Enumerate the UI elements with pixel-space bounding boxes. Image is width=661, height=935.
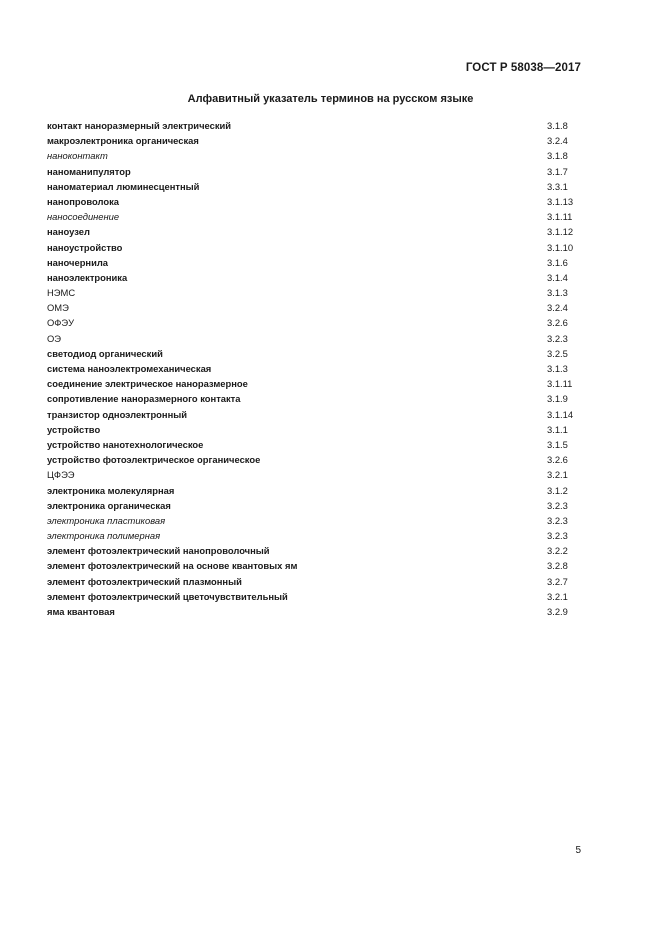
index-term: яма квантовая — [47, 606, 115, 617]
index-entry — [47, 209, 577, 224]
index-term: электроника молекулярная — [47, 484, 175, 496]
index-term: наночернила — [47, 256, 109, 268]
index-entry — [47, 483, 577, 498]
index-term: макроэлектроника органическая — [47, 135, 199, 147]
index-term: ЦФЭЭ — [47, 469, 75, 481]
index-ref: 3.1.14 — [547, 408, 574, 420]
index-ref: 3.1.12 — [547, 226, 574, 238]
index-ref: 3.2.8 — [547, 560, 568, 572]
index-entry — [47, 543, 577, 558]
index-ref: 3.1.3 — [547, 363, 568, 374]
index-term: электроника полимерная — [47, 530, 161, 542]
index-ref: 3.2.4 — [547, 135, 568, 147]
index-ref: 3.1.4 — [547, 271, 568, 283]
index-entry — [47, 164, 577, 179]
index-entry — [47, 437, 577, 452]
index-ref: 3.1.3 — [547, 287, 568, 299]
index-term: элемент фотоэлектрический нанопроволочный — [47, 545, 270, 557]
index-term: наноманипулятор — [47, 165, 131, 177]
index-ref: 3.1.11 — [547, 378, 573, 390]
index-entry — [47, 376, 577, 391]
index-term: элемент фотоэлектрический плазмонный — [47, 575, 242, 587]
index-entry — [47, 361, 577, 376]
index-ref: 3.1.9 — [547, 393, 568, 405]
index-entry — [47, 224, 577, 239]
index-ref: 3.2.1 — [547, 590, 568, 602]
index-entry — [47, 300, 577, 315]
index-term: элемент фотоэлектрический на основе квантовых ям — [47, 560, 298, 572]
index-term: ОМЭ — [47, 302, 69, 314]
index-ref: 3.2.6 — [547, 317, 568, 329]
index-ref: 3.2.4 — [547, 302, 568, 314]
index-term: ОФЭУ — [47, 317, 75, 329]
index-term: устройство — [47, 423, 101, 435]
index-term: НЭМС — [47, 287, 76, 299]
index-term: устройство нанотехнологическое — [47, 438, 204, 450]
index-entry — [47, 498, 577, 513]
index-ref: 3.2.3 — [547, 530, 568, 542]
index-entry — [47, 240, 577, 255]
index-ref: 3.1.6 — [547, 256, 568, 268]
index-term: наноустройство — [47, 241, 123, 253]
index-ref: 3.1.2 — [547, 484, 568, 496]
standard-designation: ГОСТ Р 58038—2017 — [465, 62, 581, 74]
index-title: Алфавитный указатель терминов на русском языке — [187, 93, 474, 105]
index-ref: 3.1.1 — [547, 423, 568, 435]
index-term: наноузел — [47, 226, 90, 238]
index-term: устройство фотоэлектрическое органическое — [47, 454, 261, 466]
index-ref: 3.2.6 — [547, 454, 568, 466]
index-entry — [47, 285, 577, 300]
index-entry — [47, 179, 577, 194]
index-ref: 3.2.3 — [547, 499, 568, 511]
index-entry — [47, 422, 577, 437]
index-term: электроника органическая — [47, 499, 171, 511]
index-entry — [47, 391, 577, 406]
index-ref: 3.1.7 — [547, 165, 568, 177]
index-entry — [47, 407, 577, 422]
term-index-list — [47, 118, 577, 619]
index-term: транзистор одноэлектронный — [47, 408, 187, 420]
index-ref: 3.2.2 — [547, 545, 568, 557]
index-term: наноэлектроника — [47, 271, 128, 283]
index-term: наносоединение — [47, 211, 120, 223]
index-entry — [47, 528, 577, 543]
index-term: электроника пластиковая — [47, 514, 166, 526]
index-term: наноконтакт — [47, 150, 108, 162]
index-entry — [47, 315, 577, 330]
index-entry — [47, 604, 577, 619]
index-entry — [47, 133, 577, 148]
index-term: соединение электрическое наноразмерное — [47, 378, 248, 390]
index-ref: 3.1.8 — [547, 120, 568, 131]
index-term: контакт наноразмерный электрический — [47, 120, 232, 131]
index-term: наноматериал люминесцентный — [47, 180, 200, 192]
index-ref: 3.2.3 — [547, 332, 568, 344]
index-ref: 3.2.5 — [547, 347, 568, 359]
index-entry — [47, 194, 577, 209]
index-entry — [47, 467, 577, 482]
index-term: нанопроволока — [47, 195, 119, 207]
index-entry — [47, 346, 577, 361]
index-entry — [47, 513, 577, 528]
index-entry — [47, 558, 577, 573]
index-entry — [47, 589, 577, 604]
index-ref: 3.1.10 — [547, 241, 574, 253]
page-number: 5 — [575, 845, 581, 856]
index-ref: 3.2.7 — [547, 575, 568, 587]
index-entry — [47, 574, 577, 589]
index-term: система наноэлектромеханическая — [47, 363, 212, 374]
index-ref: 3.2.1 — [547, 469, 568, 481]
index-term: элемент фотоэлектрический цветочувствительный — [47, 590, 288, 602]
index-entry — [47, 118, 577, 133]
index-ref: 3.2.9 — [547, 606, 568, 617]
index-entry — [47, 148, 577, 163]
index-ref: 3.1.5 — [547, 438, 568, 450]
index-ref: 3.1.11 — [547, 211, 573, 223]
index-entry — [47, 255, 577, 270]
index-entry — [47, 270, 577, 285]
index-term: сопротивление наноразмерного контакта — [47, 393, 241, 405]
index-ref: 3.1.8 — [547, 150, 568, 162]
index-term: светодиод органический — [47, 347, 163, 359]
index-ref: 3.2.3 — [547, 514, 568, 526]
index-term: ОЭ — [47, 332, 62, 344]
index-ref: 3.3.1 — [547, 180, 568, 192]
index-entry — [47, 331, 577, 346]
index-ref: 3.1.13 — [547, 195, 574, 207]
index-entry — [47, 452, 577, 467]
